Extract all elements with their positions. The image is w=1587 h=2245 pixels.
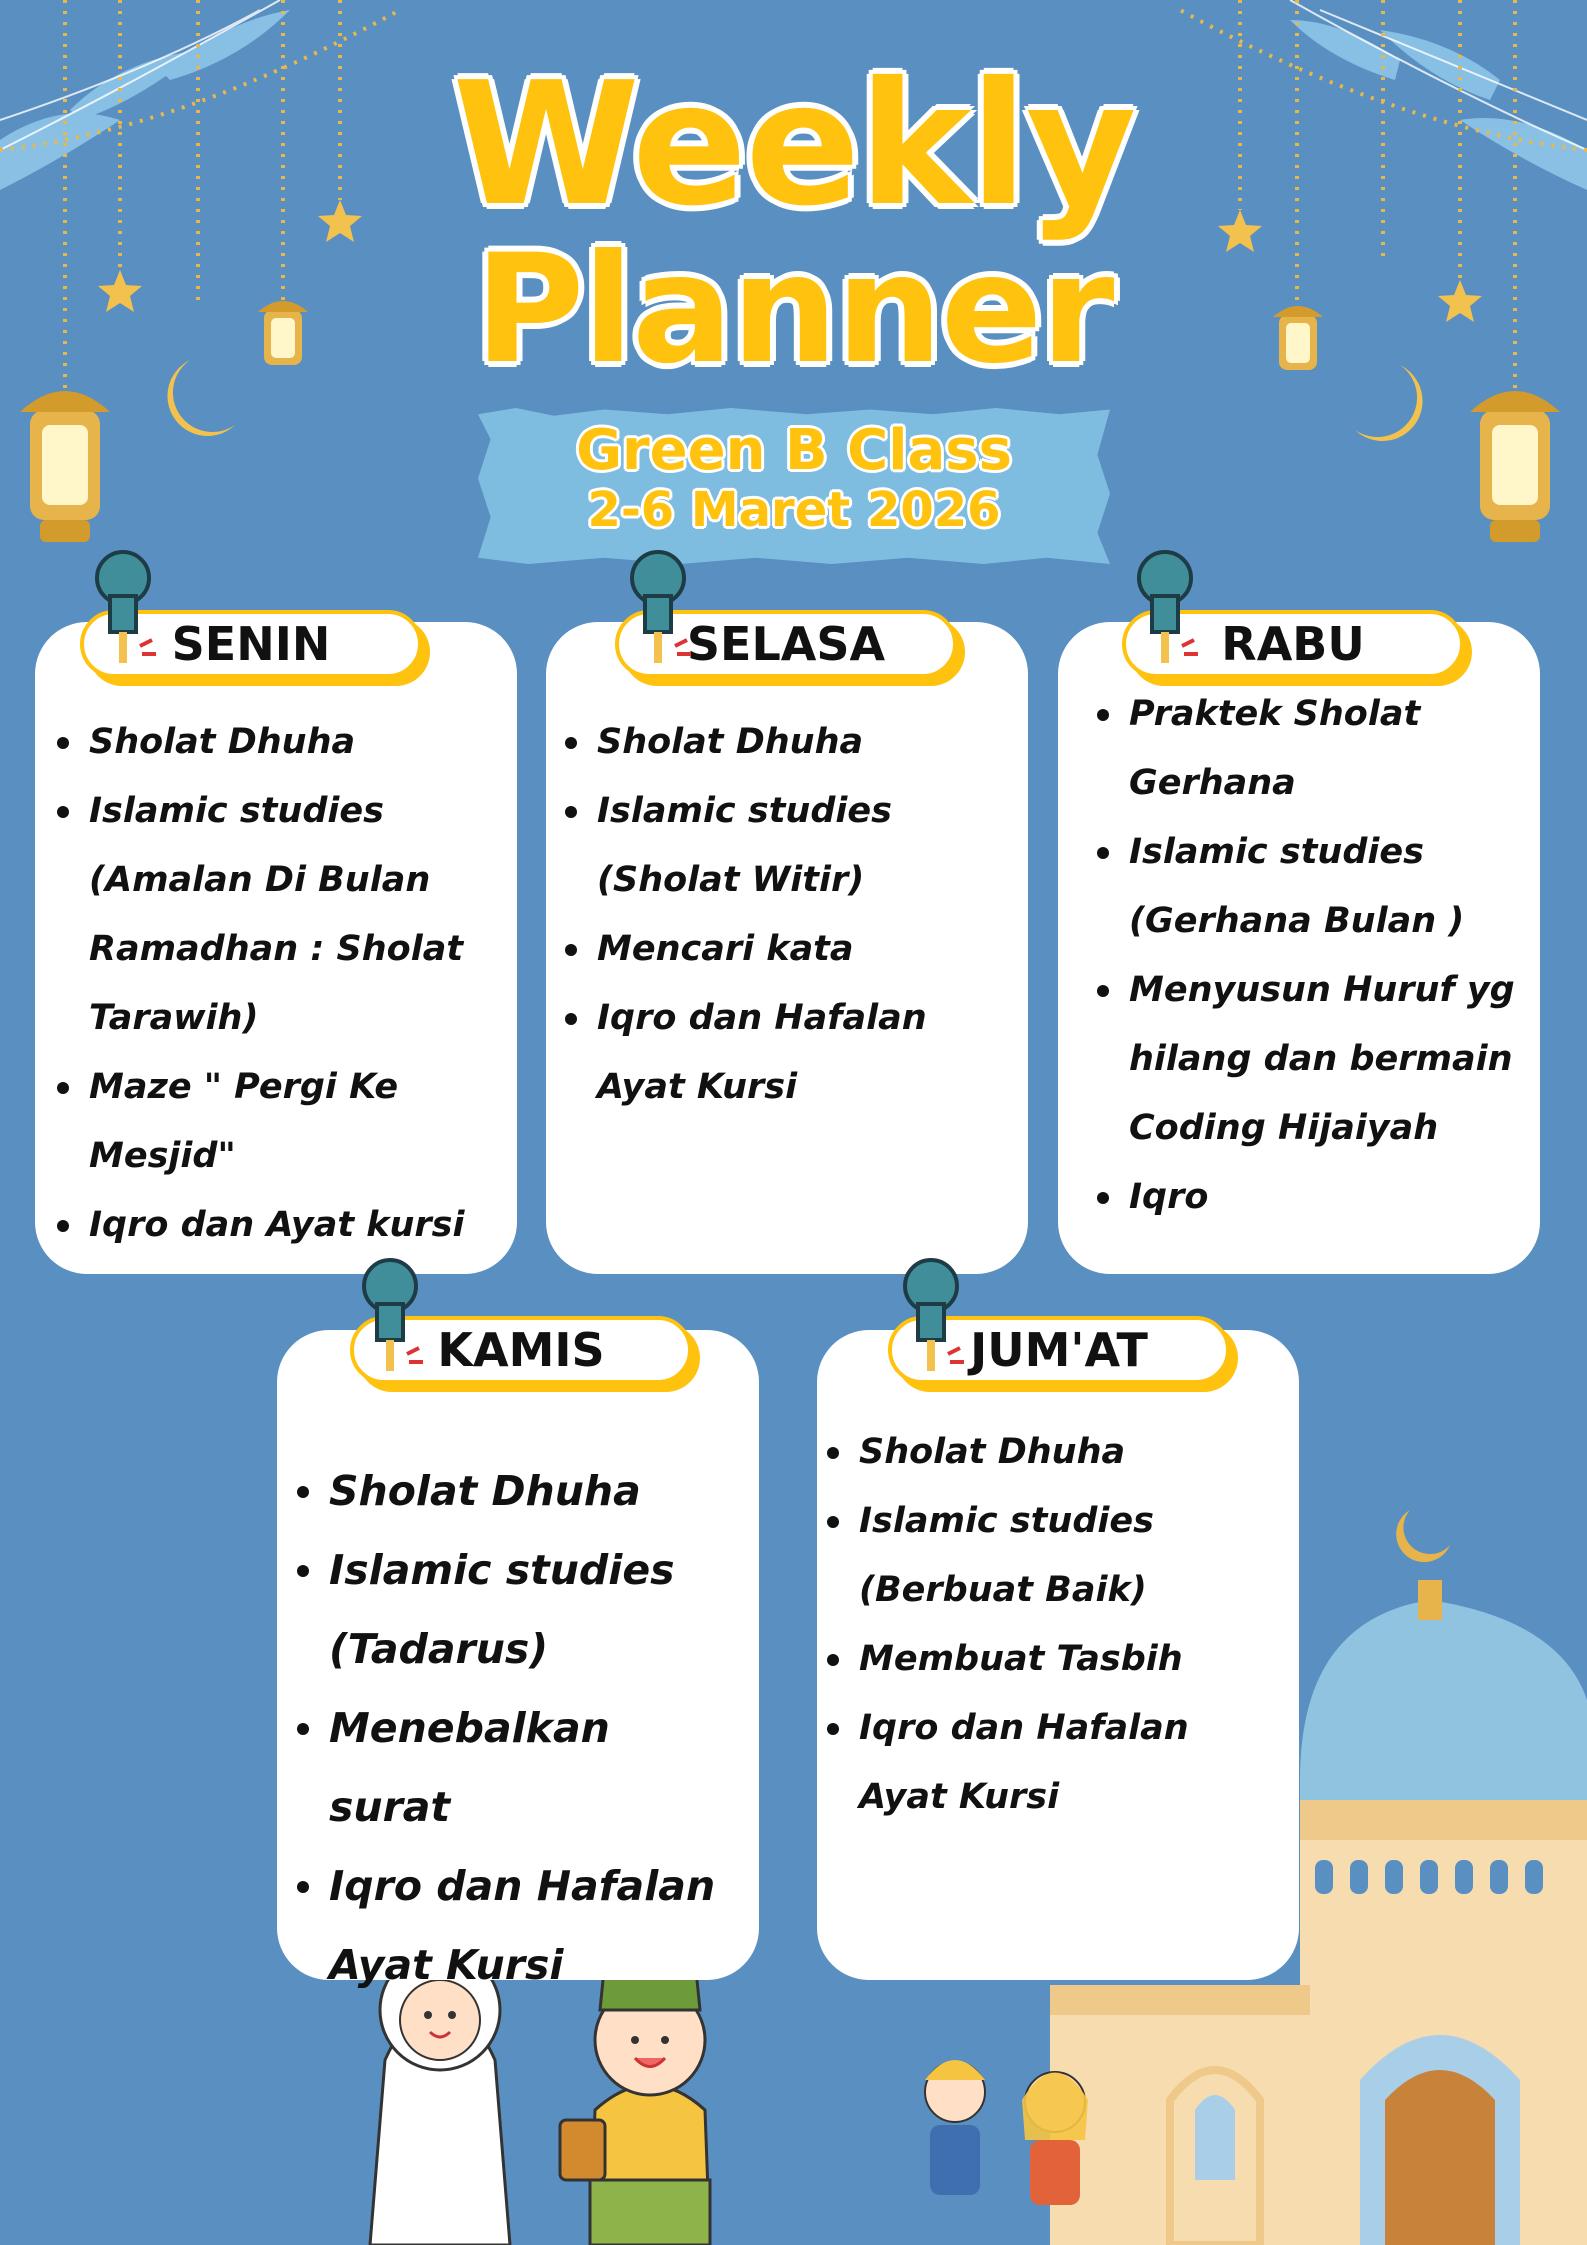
title-line-planner: Planner <box>474 223 1113 397</box>
pushpin-icon <box>78 548 168 668</box>
day-label-rabu: RABU <box>1122 610 1464 678</box>
day-label-selasa: SELASA <box>615 610 957 678</box>
task-item: Menyusun Huruf yg hilang dan bermain Coding Hijaiyah <box>1085 956 1525 1163</box>
task-item: Sholat Dhuha <box>553 708 1023 777</box>
pushpin-icon <box>345 1256 435 1376</box>
task-item: Praktek Sholat Gerhana <box>1085 680 1525 818</box>
pushpin-icon <box>613 548 703 668</box>
task-item: Maze " Pergi Ke Mesjid" <box>45 1053 485 1191</box>
task-item: Iqro dan Hafalan Ayat Kursi <box>285 1847 745 2005</box>
task-item: Menebalkan surat <box>285 1689 745 1847</box>
task-item: Mencari kata <box>553 915 1023 984</box>
task-item: Iqro dan Hafalan Ayat Kursi <box>815 1694 1285 1832</box>
task-item: Sholat Dhuha <box>45 708 485 777</box>
task-item: Sholat Dhuha <box>285 1452 745 1531</box>
task-list-rabu <box>1085 680 1525 1232</box>
pushpin-icon <box>1120 548 1210 668</box>
day-label-senin: SENIN <box>80 610 422 678</box>
pushpin-icon <box>886 1256 976 1376</box>
task-list-jumat <box>815 1418 1285 1832</box>
task-item: Iqro <box>1085 1163 1525 1232</box>
task-item: Islamic studies (Tadarus) <box>285 1531 745 1689</box>
task-item: Membuat Tasbih <box>815 1625 1285 1694</box>
task-item: Iqro dan Hafalan Ayat Kursi <box>553 984 1023 1122</box>
hanging-lantern-icon <box>1470 391 1560 542</box>
task-list-senin <box>45 708 485 1260</box>
day-label-kamis: KAMIS <box>350 1316 692 1384</box>
task-item: Iqro dan Ayat kursi <box>45 1191 485 1260</box>
task-item: Sholat Dhuha <box>815 1418 1285 1487</box>
date-range: 2-6 Maret 2026 <box>587 482 1001 538</box>
hanging-lantern-icon <box>20 391 110 542</box>
class-name: Green B Class <box>576 418 1012 483</box>
title-line-weekly: Weekly <box>452 46 1135 244</box>
day-label-jumat: JUM'AT <box>888 1316 1230 1384</box>
task-item: Islamic studies (Sholat Witir) <box>553 777 1023 915</box>
task-list-selasa <box>553 708 1023 1122</box>
task-list-kamis <box>285 1452 745 2005</box>
task-item: Islamic studies (Amalan Di Bulan Ramadhan : Sholat Tarawih) <box>45 777 485 1053</box>
task-item: Islamic studies (Gerhana Bulan ) <box>1085 818 1525 956</box>
task-item: Islamic studies (Berbuat Baik) <box>815 1487 1285 1625</box>
